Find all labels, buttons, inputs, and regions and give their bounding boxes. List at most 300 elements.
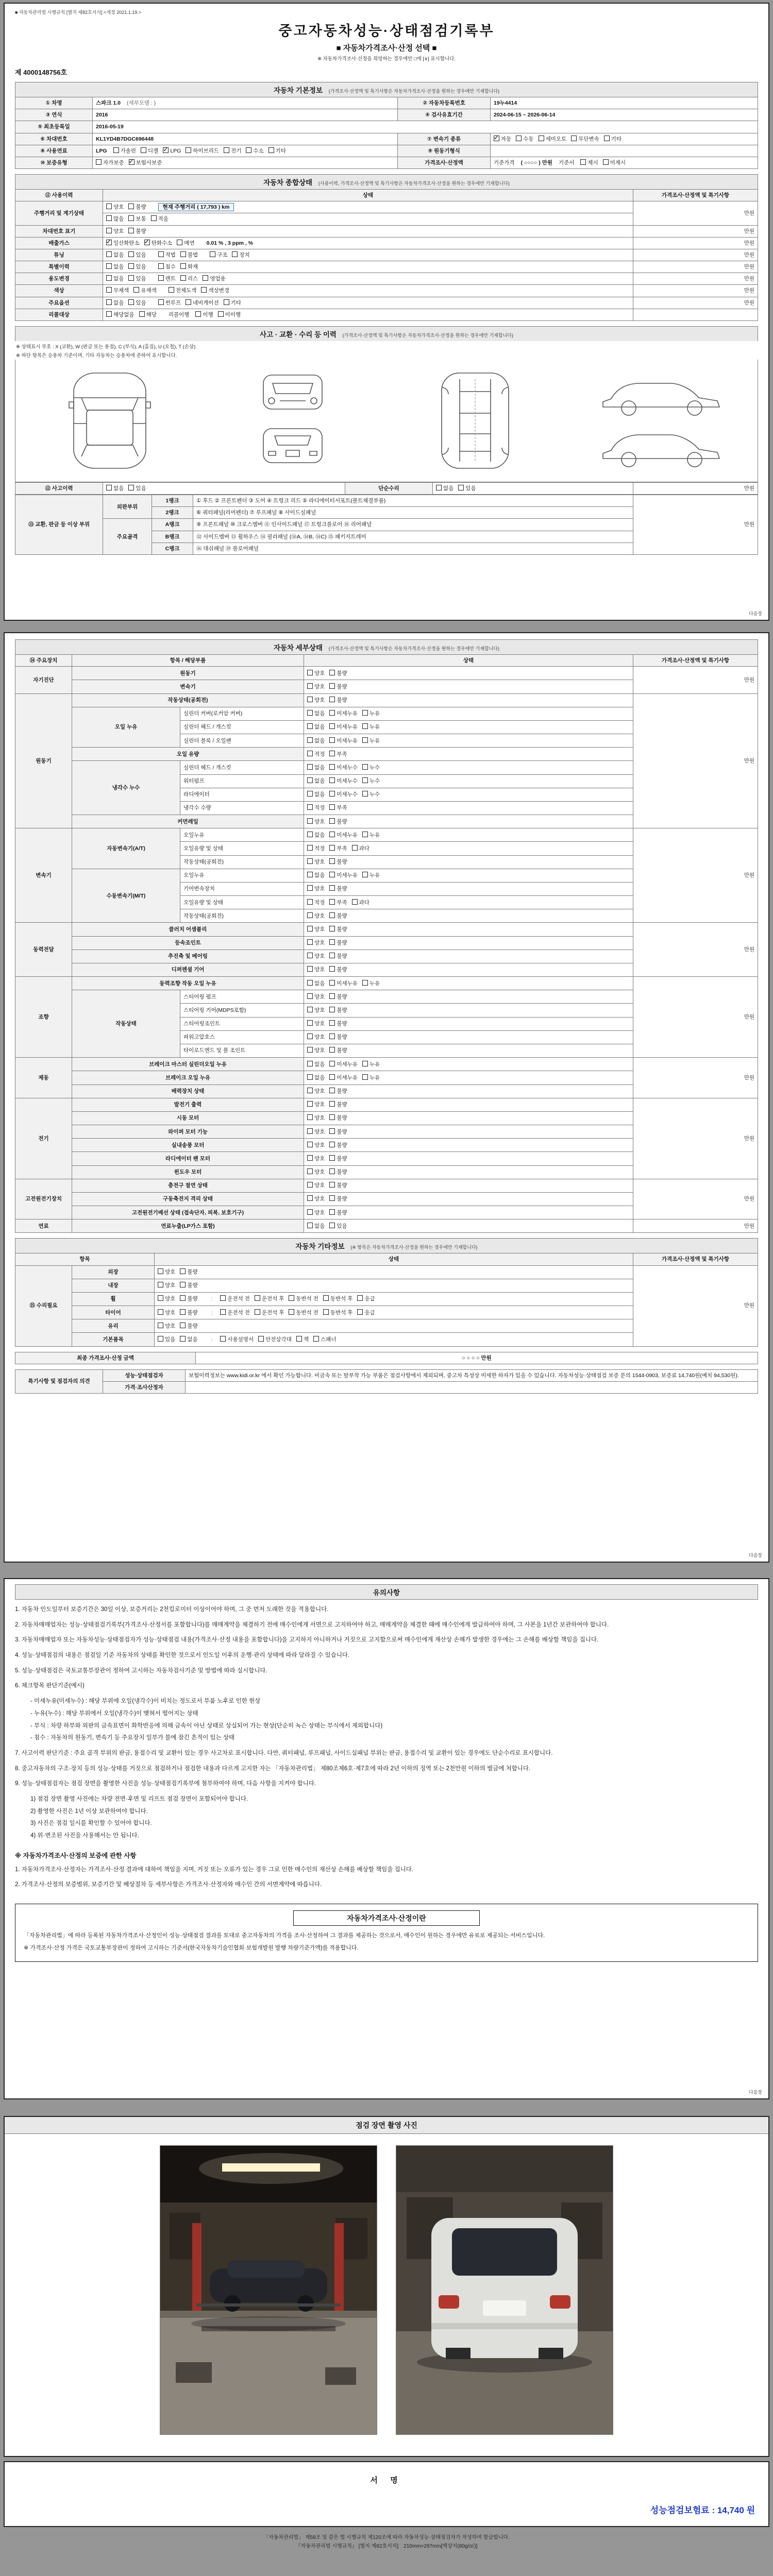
checkbox-option[interactable]	[329, 1142, 347, 1149]
checkbox-option[interactable]	[106, 215, 124, 223]
checkbox-option[interactable]	[307, 1168, 325, 1176]
checkbox[interactable]	[323, 1309, 329, 1315]
checkbox-option[interactable]	[362, 737, 380, 744]
checkbox-option[interactable]	[362, 777, 380, 785]
checkbox[interactable]	[307, 1047, 313, 1053]
checkbox[interactable]	[307, 1209, 313, 1215]
checkbox[interactable]	[329, 885, 335, 891]
checkbox[interactable]	[329, 764, 335, 770]
checkbox-option[interactable]	[329, 670, 347, 677]
checkbox-option[interactable]	[163, 147, 181, 155]
checkbox-option[interactable]	[458, 485, 476, 492]
checkbox[interactable]	[329, 1195, 335, 1201]
checkbox-option[interactable]	[307, 1128, 325, 1136]
checkbox[interactable]	[296, 1336, 302, 1342]
checkbox[interactable]	[232, 251, 238, 257]
checkbox[interactable]	[329, 980, 335, 986]
checkbox-option[interactable]	[128, 263, 146, 270]
checkbox[interactable]	[307, 751, 313, 756]
checkbox[interactable]	[158, 251, 164, 257]
checkbox[interactable]	[307, 1182, 313, 1188]
checkbox-option[interactable]	[329, 1155, 347, 1162]
checkbox[interactable]	[307, 953, 313, 958]
checkbox-option[interactable]	[307, 953, 325, 960]
checkbox-option[interactable]	[307, 993, 325, 1001]
checkbox[interactable]	[307, 1142, 313, 1147]
checkbox-option[interactable]	[494, 135, 511, 143]
checkbox-option[interactable]	[329, 1047, 347, 1054]
checkbox[interactable]	[307, 899, 313, 905]
checkbox[interactable]	[106, 240, 112, 245]
checkbox-option[interactable]	[580, 159, 598, 166]
checkbox-option[interactable]	[128, 204, 146, 211]
checkbox-option[interactable]	[329, 939, 347, 946]
checkbox[interactable]	[106, 311, 112, 317]
checkbox[interactable]	[106, 275, 112, 281]
checkbox[interactable]	[362, 764, 368, 770]
checkbox[interactable]	[352, 899, 358, 905]
checkbox[interactable]	[96, 159, 102, 165]
checkbox[interactable]	[329, 993, 335, 999]
checkbox[interactable]	[329, 751, 335, 756]
checkbox-option[interactable]	[307, 1074, 325, 1081]
checkbox[interactable]	[329, 1209, 335, 1215]
checkbox[interactable]	[329, 845, 335, 851]
checkbox[interactable]	[128, 275, 134, 281]
checkbox[interactable]	[307, 993, 313, 999]
checkbox[interactable]	[307, 1195, 313, 1201]
checkbox-option[interactable]	[307, 1155, 325, 1162]
checkbox[interactable]	[180, 1268, 186, 1274]
checkbox-option[interactable]	[255, 1309, 284, 1316]
checkbox-option[interactable]	[329, 1061, 358, 1068]
checkbox[interactable]	[329, 710, 335, 716]
checkbox-option[interactable]	[307, 737, 325, 744]
checkbox-option[interactable]	[307, 1209, 325, 1216]
checkbox[interactable]	[329, 1142, 335, 1147]
checkbox[interactable]	[220, 1295, 226, 1301]
checkbox[interactable]	[195, 311, 201, 317]
checkbox[interactable]	[203, 275, 208, 281]
checkbox-option[interactable]	[307, 966, 325, 973]
checkbox[interactable]	[307, 1033, 313, 1039]
checkbox-option[interactable]	[307, 832, 325, 839]
checkbox-option[interactable]	[362, 1074, 380, 1081]
checkbox[interactable]	[268, 147, 274, 153]
checkbox-option[interactable]	[158, 299, 181, 307]
checkbox[interactable]	[128, 485, 134, 490]
checkbox-option[interactable]	[158, 275, 176, 282]
checkbox[interactable]	[494, 135, 499, 141]
checkbox[interactable]	[128, 251, 134, 257]
checkbox[interactable]	[362, 723, 368, 729]
checkbox[interactable]	[357, 1295, 363, 1301]
checkbox[interactable]	[329, 1007, 335, 1012]
checkbox-option[interactable]	[151, 215, 169, 223]
checkbox[interactable]	[210, 251, 215, 257]
checkbox-option[interactable]	[307, 683, 325, 690]
checkbox-option[interactable]	[362, 832, 380, 839]
checkbox-option[interactable]	[307, 872, 325, 879]
checkbox-option[interactable]	[307, 670, 325, 677]
checkbox-option[interactable]	[258, 1336, 292, 1343]
checkbox-option[interactable]	[329, 818, 347, 825]
checkbox[interactable]	[329, 804, 335, 810]
checkbox-option[interactable]	[180, 1336, 197, 1343]
checkbox-option[interactable]	[357, 1309, 375, 1316]
checkbox-option[interactable]	[352, 899, 369, 906]
checkbox-option[interactable]	[307, 845, 325, 852]
checkbox[interactable]	[307, 1074, 313, 1080]
checkbox[interactable]	[307, 818, 313, 824]
checkbox-option[interactable]	[329, 1209, 347, 1216]
checkbox[interactable]	[106, 299, 112, 305]
checkbox[interactable]	[258, 1336, 264, 1342]
checkbox[interactable]	[571, 135, 577, 141]
checkbox-option[interactable]	[604, 135, 621, 143]
checkbox[interactable]	[307, 683, 313, 689]
checkbox[interactable]	[133, 287, 139, 293]
checkbox-option[interactable]	[307, 926, 325, 933]
checkbox[interactable]	[329, 1128, 335, 1134]
checkbox-option[interactable]	[329, 1195, 347, 1202]
checkbox[interactable]	[307, 1168, 313, 1174]
checkbox[interactable]	[329, 899, 335, 905]
checkbox[interactable]	[128, 263, 134, 269]
checkbox-option[interactable]	[307, 1195, 325, 1202]
checkbox-option[interactable]	[362, 791, 380, 798]
checkbox-option[interactable]	[158, 1268, 175, 1276]
checkbox-option[interactable]	[329, 1223, 347, 1230]
checkbox[interactable]	[307, 872, 313, 877]
checkbox-option[interactable]	[329, 885, 347, 892]
checkbox-option[interactable]	[329, 1088, 347, 1095]
checkbox[interactable]	[129, 159, 135, 165]
checkbox-option[interactable]	[106, 204, 124, 211]
checkbox[interactable]	[436, 485, 442, 490]
checkbox-option[interactable]	[195, 311, 213, 318]
checkbox-option[interactable]	[139, 311, 157, 318]
checkbox-option[interactable]	[329, 683, 347, 690]
checkbox[interactable]	[604, 135, 610, 141]
checkbox-option[interactable]	[307, 1114, 325, 1122]
checkbox[interactable]	[329, 872, 335, 877]
checkbox-option[interactable]	[106, 275, 124, 282]
checkbox-option[interactable]	[307, 1223, 325, 1230]
checkbox[interactable]	[362, 777, 368, 783]
checkbox-option[interactable]	[436, 485, 453, 492]
checkbox[interactable]	[329, 966, 335, 972]
checkbox-option[interactable]	[307, 723, 325, 731]
checkbox[interactable]	[307, 697, 313, 702]
checkbox[interactable]	[307, 1020, 313, 1026]
checkbox[interactable]	[169, 287, 174, 293]
checkbox[interactable]	[329, 1155, 335, 1161]
checkbox[interactable]	[307, 1114, 313, 1120]
checkbox-option[interactable]	[329, 804, 347, 811]
checkbox-option[interactable]	[169, 287, 197, 294]
checkbox[interactable]	[141, 147, 146, 153]
checkbox[interactable]	[329, 791, 335, 796]
checkbox-option[interactable]	[307, 697, 325, 704]
checkbox-option[interactable]	[307, 899, 325, 906]
checkbox[interactable]	[329, 1074, 335, 1080]
checkbox[interactable]	[128, 204, 134, 209]
checkbox[interactable]	[329, 1182, 335, 1188]
checkbox-option[interactable]	[96, 159, 124, 166]
checkbox-option[interactable]	[186, 147, 219, 155]
checkbox[interactable]	[106, 228, 112, 233]
checkbox-option[interactable]	[357, 1295, 375, 1302]
checkbox-option[interactable]	[203, 275, 225, 282]
checkbox[interactable]	[158, 1295, 163, 1301]
checkbox[interactable]	[106, 215, 112, 221]
checkbox-option[interactable]	[329, 751, 347, 758]
checkbox-option[interactable]	[323, 1295, 353, 1302]
checkbox-option[interactable]	[177, 240, 194, 247]
checkbox-option[interactable]	[133, 287, 156, 294]
checkbox[interactable]	[128, 215, 134, 221]
checkbox-option[interactable]	[128, 485, 146, 492]
checkbox-option[interactable]	[329, 858, 347, 866]
checkbox-option[interactable]	[180, 263, 198, 270]
checkbox[interactable]	[362, 791, 368, 796]
checkbox[interactable]	[329, 818, 335, 824]
checkbox[interactable]	[177, 240, 182, 245]
checkbox[interactable]	[180, 1336, 186, 1342]
checkbox[interactable]	[158, 263, 164, 269]
checkbox-option[interactable]	[180, 275, 198, 282]
checkbox-option[interactable]	[296, 1336, 309, 1343]
checkbox[interactable]	[106, 263, 112, 269]
checkbox-option[interactable]	[603, 159, 626, 166]
checkbox-option[interactable]	[106, 287, 129, 294]
checkbox-option[interactable]	[220, 1336, 254, 1343]
checkbox[interactable]	[180, 1309, 186, 1315]
checkbox[interactable]	[362, 1074, 368, 1080]
checkbox[interactable]	[158, 1323, 163, 1328]
checkbox[interactable]	[106, 204, 112, 209]
checkbox[interactable]	[307, 670, 313, 675]
checkbox[interactable]	[218, 311, 224, 317]
checkbox-option[interactable]	[307, 939, 325, 946]
checkbox[interactable]	[307, 777, 313, 783]
checkbox-option[interactable]	[307, 1007, 325, 1014]
checkbox-option[interactable]	[307, 818, 325, 825]
checkbox[interactable]	[246, 147, 251, 153]
checkbox-option[interactable]	[268, 147, 286, 155]
checkbox-option[interactable]	[128, 228, 146, 235]
checkbox-option[interactable]	[307, 1061, 325, 1068]
checkbox-option[interactable]	[180, 1323, 197, 1330]
checkbox[interactable]	[516, 135, 522, 141]
checkbox-option[interactable]	[329, 1168, 347, 1176]
checkbox-option[interactable]	[220, 1309, 250, 1316]
checkbox-option[interactable]	[307, 980, 325, 987]
checkbox-option[interactable]	[329, 1033, 347, 1041]
checkbox-option[interactable]	[220, 1295, 250, 1302]
checkbox-option[interactable]	[106, 485, 124, 492]
checkbox-option[interactable]	[128, 215, 146, 223]
checkbox[interactable]	[329, 858, 335, 864]
checkbox[interactable]	[307, 939, 313, 945]
checkbox-option[interactable]	[329, 872, 358, 879]
checkbox-option[interactable]	[210, 251, 227, 259]
checkbox[interactable]	[329, 1061, 335, 1066]
checkbox[interactable]	[307, 832, 313, 837]
checkbox-option[interactable]	[232, 251, 249, 259]
checkbox-option[interactable]	[180, 1295, 197, 1302]
checkbox[interactable]	[307, 710, 313, 716]
checkbox-option[interactable]	[329, 899, 347, 906]
checkbox-option[interactable]	[307, 804, 325, 811]
checkbox[interactable]	[180, 251, 186, 257]
checkbox[interactable]	[313, 1336, 319, 1342]
checkbox-option[interactable]	[289, 1295, 318, 1302]
checkbox[interactable]	[362, 737, 368, 743]
checkbox[interactable]	[323, 1295, 329, 1301]
checkbox-option[interactable]	[307, 1047, 325, 1054]
checkbox-option[interactable]	[362, 980, 380, 987]
checkbox[interactable]	[329, 683, 335, 689]
checkbox[interactable]	[180, 1295, 186, 1301]
checkbox[interactable]	[139, 311, 145, 317]
checkbox[interactable]	[158, 275, 164, 281]
checkbox-option[interactable]	[329, 1101, 347, 1108]
checkbox[interactable]	[180, 1323, 186, 1328]
checkbox[interactable]	[329, 723, 335, 729]
checkbox-option[interactable]	[571, 135, 599, 143]
checkbox[interactable]	[329, 670, 335, 675]
checkbox[interactable]	[307, 737, 313, 743]
checkbox-option[interactable]	[128, 299, 146, 307]
checkbox-option[interactable]	[307, 1101, 325, 1108]
checkbox-option[interactable]	[329, 710, 358, 717]
checkbox[interactable]	[362, 832, 368, 837]
checkbox[interactable]	[180, 263, 186, 269]
checkbox-option[interactable]	[307, 1088, 325, 1095]
checkbox[interactable]	[307, 858, 313, 864]
checkbox[interactable]	[163, 147, 169, 153]
checkbox-option[interactable]	[329, 723, 358, 731]
checkbox-option[interactable]	[128, 251, 146, 259]
checkbox[interactable]	[307, 791, 313, 796]
checkbox[interactable]	[307, 1061, 313, 1066]
checkbox[interactable]	[255, 1309, 260, 1315]
checkbox[interactable]	[329, 1114, 335, 1120]
checkbox[interactable]	[329, 926, 335, 931]
checkbox-option[interactable]	[158, 1295, 175, 1302]
checkbox-option[interactable]	[329, 1128, 347, 1136]
checkbox-option[interactable]	[307, 912, 325, 920]
checkbox[interactable]	[362, 1061, 368, 1066]
checkbox[interactable]	[329, 912, 335, 918]
checkbox[interactable]	[128, 228, 134, 233]
checkbox[interactable]	[329, 737, 335, 743]
checkbox[interactable]	[186, 299, 191, 305]
checkbox[interactable]	[224, 147, 229, 153]
checkbox-option[interactable]	[307, 791, 325, 798]
checkbox-option[interactable]	[307, 1033, 325, 1041]
checkbox-option[interactable]	[329, 953, 347, 960]
checkbox[interactable]	[158, 1282, 163, 1287]
checkbox-option[interactable]	[329, 845, 347, 852]
checkbox-option[interactable]	[329, 764, 358, 771]
checkbox[interactable]	[224, 299, 229, 305]
checkbox-option[interactable]	[186, 299, 219, 307]
checkbox[interactable]	[329, 1088, 335, 1093]
checkbox[interactable]	[329, 939, 335, 945]
checkbox-option[interactable]	[329, 1007, 347, 1014]
checkbox[interactable]	[307, 804, 313, 810]
checkbox[interactable]	[186, 147, 191, 153]
checkbox[interactable]	[580, 159, 586, 165]
checkbox[interactable]	[329, 1168, 335, 1174]
checkbox-option[interactable]	[329, 697, 347, 704]
checkbox[interactable]	[329, 953, 335, 958]
checkbox-option[interactable]	[224, 299, 241, 307]
checkbox[interactable]	[158, 1268, 163, 1274]
checkbox-option[interactable]	[106, 228, 124, 235]
checkbox[interactable]	[307, 845, 313, 851]
checkbox[interactable]	[158, 1336, 163, 1342]
checkbox-option[interactable]	[201, 287, 229, 294]
checkbox-option[interactable]	[329, 791, 358, 798]
checkbox[interactable]	[144, 240, 150, 245]
checkbox-option[interactable]	[307, 764, 325, 771]
checkbox-option[interactable]	[539, 135, 567, 143]
checkbox[interactable]	[151, 215, 157, 221]
checkbox-option[interactable]	[180, 1282, 197, 1289]
checkbox[interactable]	[362, 710, 368, 716]
checkbox-option[interactable]	[307, 751, 325, 758]
checkbox[interactable]	[458, 485, 464, 490]
checkbox[interactable]	[362, 980, 368, 986]
checkbox[interactable]	[357, 1309, 363, 1315]
checkbox-option[interactable]	[106, 240, 140, 247]
checkbox-option[interactable]	[329, 777, 358, 785]
checkbox[interactable]	[106, 251, 112, 257]
checkbox-option[interactable]	[158, 251, 176, 259]
checkbox-option[interactable]	[329, 1182, 347, 1189]
checkbox[interactable]	[307, 1223, 313, 1228]
checkbox-option[interactable]	[323, 1309, 353, 1316]
checkbox[interactable]	[603, 159, 609, 165]
checkbox[interactable]	[329, 777, 335, 783]
checkbox-option[interactable]	[329, 737, 358, 744]
checkbox[interactable]	[289, 1295, 294, 1301]
checkbox-option[interactable]	[307, 1142, 325, 1149]
checkbox[interactable]	[180, 275, 186, 281]
checkbox[interactable]	[307, 966, 313, 972]
checkbox-option[interactable]	[329, 993, 347, 1001]
checkbox-option[interactable]	[180, 251, 198, 259]
checkbox[interactable]	[307, 1155, 313, 1161]
checkbox[interactable]	[329, 1047, 335, 1053]
checkbox[interactable]	[307, 1128, 313, 1134]
checkbox-option[interactable]	[329, 912, 347, 920]
checkbox-option[interactable]	[255, 1295, 284, 1302]
checkbox[interactable]	[329, 832, 335, 837]
checkbox[interactable]	[113, 147, 119, 153]
checkbox-option[interactable]	[158, 263, 176, 270]
checkbox[interactable]	[220, 1309, 226, 1315]
checkbox-option[interactable]	[329, 1020, 347, 1027]
checkbox[interactable]	[180, 1282, 186, 1287]
checkbox-option[interactable]	[106, 299, 124, 307]
checkbox[interactable]	[158, 299, 164, 305]
checkbox[interactable]	[307, 1088, 313, 1093]
